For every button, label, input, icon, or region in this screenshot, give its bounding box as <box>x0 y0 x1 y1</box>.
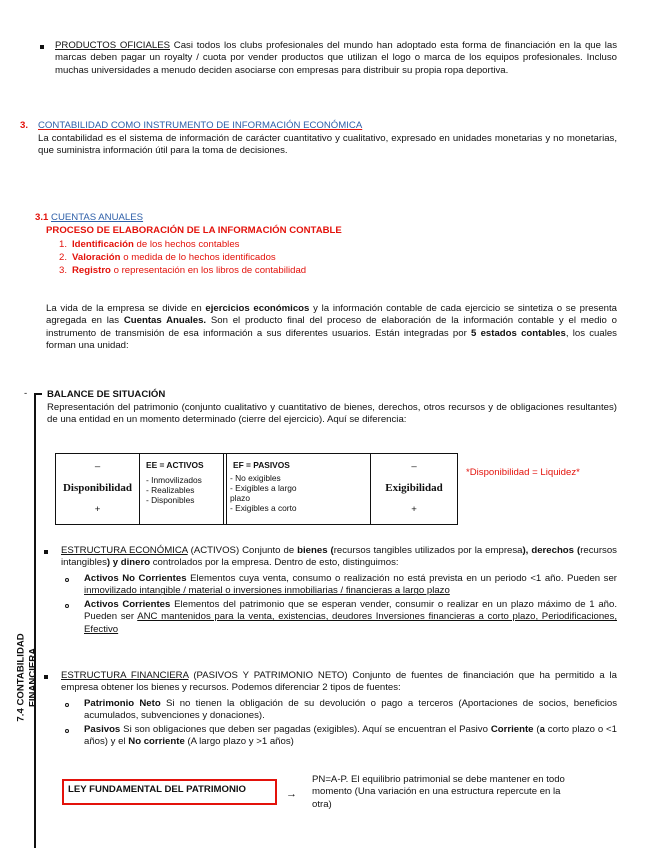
bullet-icon <box>40 45 44 49</box>
sub-bullet-icon <box>65 703 69 707</box>
process-title: PROCESO DE ELABORACIÓN DE LA INFORMACIÓN CONTABLE <box>46 225 342 236</box>
table-cell-activos: EE = ACTIVOS - Inmovilizados - Realizables - Disponibles EF = PASIVOS - No exigibles - Exigibles a largo plazo - Exigibles a corto <box>140 454 311 524</box>
pasivos-item: Pasivos Si son obligaciones que deben ser pagadas (exigibles). Aquí se encuentran el Pasivo Corriente (a corto plazo o <1 años) y el No corriente (A largo plazo y >1 años) <box>84 724 617 748</box>
ley-fundamental-text: PN=A-P. El equilibrio patrimonial se debe mantener en todo momento (Una variación en una estructura repercute en la otra) <box>312 774 565 810</box>
sub-bullet-icon <box>65 604 69 608</box>
balance-table <box>55 453 458 525</box>
arrow-icon: → <box>286 788 297 800</box>
section-3-title: CONTABILIDAD COMO INSTRUMENTO DE INFORMACIÓN ECONÓMICA <box>38 120 363 131</box>
cuentas-anuales-paragraph: La vida de la empresa se divide en ejercicios económicos y la información contable de cada ejercicio se sintetiza o se presenta agregada en las Cuentas Anuales. Son el producto final del proceso de elaboración de la información contable y el medio o instrumento de transmisión de esa información a sus diferentes usuarios. Están integradas por 5 estados contables, los cuales forman una unidad: <box>46 303 618 352</box>
productos-title: PRODUCTOS OFICIALES <box>55 40 171 51</box>
process-step: 3. Registro o representación en los libros de contabilidad <box>59 265 307 276</box>
activos-no-corrientes-item: Activos No Corrientes Elementos cuya venta, consumo o realización no está prevista en un periodo <1 año. Pueden ser inmovilizado intangible / material o inversiones inmobiliarias / financieras a largo plazo <box>84 573 617 597</box>
section-3-text: La contabilidad es el sistema de información de carácter cuantitativo y cualitativo, expresado en unidades monetarias y no monetarias, que suministra información útil para la toma de decisiones. <box>38 133 617 157</box>
activos-corrientes-item: Activos Corrientes Elementos del patrimonio que se esperan vender, consumir o realizar en un plazo máximo de 1 año. Pueden ser ANC mantenidos para la venta, existencias, deudores Inversiones financieras a corto plazo, Periodificaciones, Efectivo <box>84 599 617 635</box>
section-3-number: 3. <box>20 120 29 131</box>
sub-bullet-icon <box>65 578 69 582</box>
estructura-financiera-paragraph: ESTRUCTURA FINANCIERA (PASIVOS Y PATRIMONIO NETO) Conjunto de fuentes de financiación que ha permitido a la empresa obtener los bienes y recursos. Podemos diferenciar 2 tipos de fuentes: <box>61 670 617 694</box>
ley-fundamental-box: LEY FUNDAMENTAL DEL PATRIMONIO <box>62 779 277 805</box>
liquidez-note: *Disponibilidad = Liquidez* <box>466 467 580 478</box>
balance-text: Representación del patrimonio (conjunto cualitativo y cuantitativo de bienes, derechos, otros recursos y de obligaciones resultantes) de una entidad en un momento determinado (cierre del ejercicio). Aquí se diferencia: <box>47 402 617 426</box>
bullet-icon <box>44 550 48 554</box>
sub-bullet-icon <box>65 729 69 733</box>
patrimonio-neto-item: Patrimonio Neto Si no tienen la obligación de su devolución o pago a terceros (Aportaciones de socios, beneficios acumulados, subvenciones y donaciones). <box>84 698 617 722</box>
table-cell-exigibilidad: – Exigibilidad + <box>370 454 457 524</box>
process-step: 2. Valoración o medida de lo hechos identificados <box>59 252 276 263</box>
process-step: 1. Identificación de los hechos contables <box>59 239 240 250</box>
side-label: 7.4 CONTABILIDAD FINANCIERA <box>15 633 39 722</box>
productos-paragraph: PRODUCTOS OFICIALES Casi todos los clubs profesionales del mundo han adoptado esta forma de financiación en la que las marcas deben pagar un royalty / cuota por vender productos que utilizan el logo o marca de los equipos profesionales. Incluso muchas universidades a menudo deciden asociarse con empresas para distribuir su propia ropa deportiva. <box>55 40 618 76</box>
table-cell-disponibilidad: – Disponibilidad + <box>56 454 140 524</box>
section-31-title: CUENTAS ANUALES <box>51 212 144 223</box>
bullet-icon <box>44 675 48 679</box>
section-31-heading: 3.1 CUENTAS ANUALES <box>35 212 144 223</box>
left-dash: - <box>24 388 28 399</box>
balance-title: BALANCE DE SITUACIÓN <box>47 389 166 400</box>
estructura-economica-paragraph: ESTRUCTURA ECONÓMICA (ACTIVOS) Conjunto de bienes (recursos tangibles utilizados por la empresa), derechos (recursos intangibles) y dinero controlados por la empresa. Dentro de esto, distinguimos: <box>61 545 617 569</box>
